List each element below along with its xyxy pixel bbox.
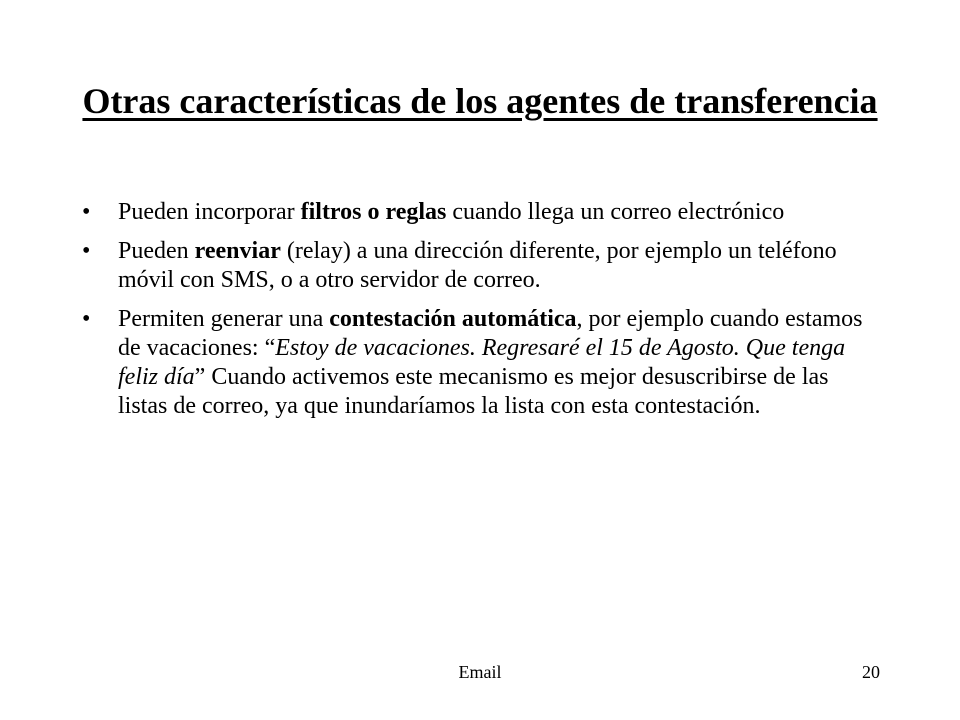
bullet-text [118, 238, 837, 293]
bullet-text-run: Pueden incorporar [118, 199, 301, 225]
bullet-icon: • [82, 306, 91, 332]
bullet-item [82, 237, 872, 295]
bullet-text-run-bold: reenviar [194, 238, 281, 264]
bullet-text-run: cuando llega un correo electrónico [446, 199, 785, 225]
bullet-text-run-bold: contestación automática [329, 306, 577, 332]
slide-title: Otras características de los agentes de transferencia [82, 81, 878, 121]
bullet-text-run-bold: filtros o reglas [300, 199, 447, 225]
bullet-list [82, 198, 872, 431]
bullet-text [118, 306, 862, 419]
bullet-text-run: ” Cuando activemos este mecanismo es mejor desuscribirse de las listas de correo, ya que inundaríamos la lista con esta contestación. [118, 364, 829, 419]
bullet-text-run: (relay) a una dirección diferente, por ejemplo un teléfono móvil con SMS, o a otro servidor de correo. [118, 238, 837, 293]
bullet-text-run: Permiten generar una [118, 306, 330, 332]
footer-label: Email [458, 662, 502, 682]
bullet-text-run: Pueden [118, 238, 195, 264]
bullet-icon: • [82, 199, 91, 225]
bullet-text [118, 199, 784, 225]
bullet-item [82, 305, 872, 421]
bullet-text-run: , por ejemplo cuando estamos de vacaciones: “ [118, 306, 863, 361]
bullet-text-run-italic: Estoy de vacaciones. Regresaré el 15 de Agosto. Que tenga feliz día [118, 335, 846, 390]
page-number: 20 [862, 662, 880, 682]
bullet-item [82, 198, 872, 227]
bullet-icon: • [82, 238, 91, 264]
